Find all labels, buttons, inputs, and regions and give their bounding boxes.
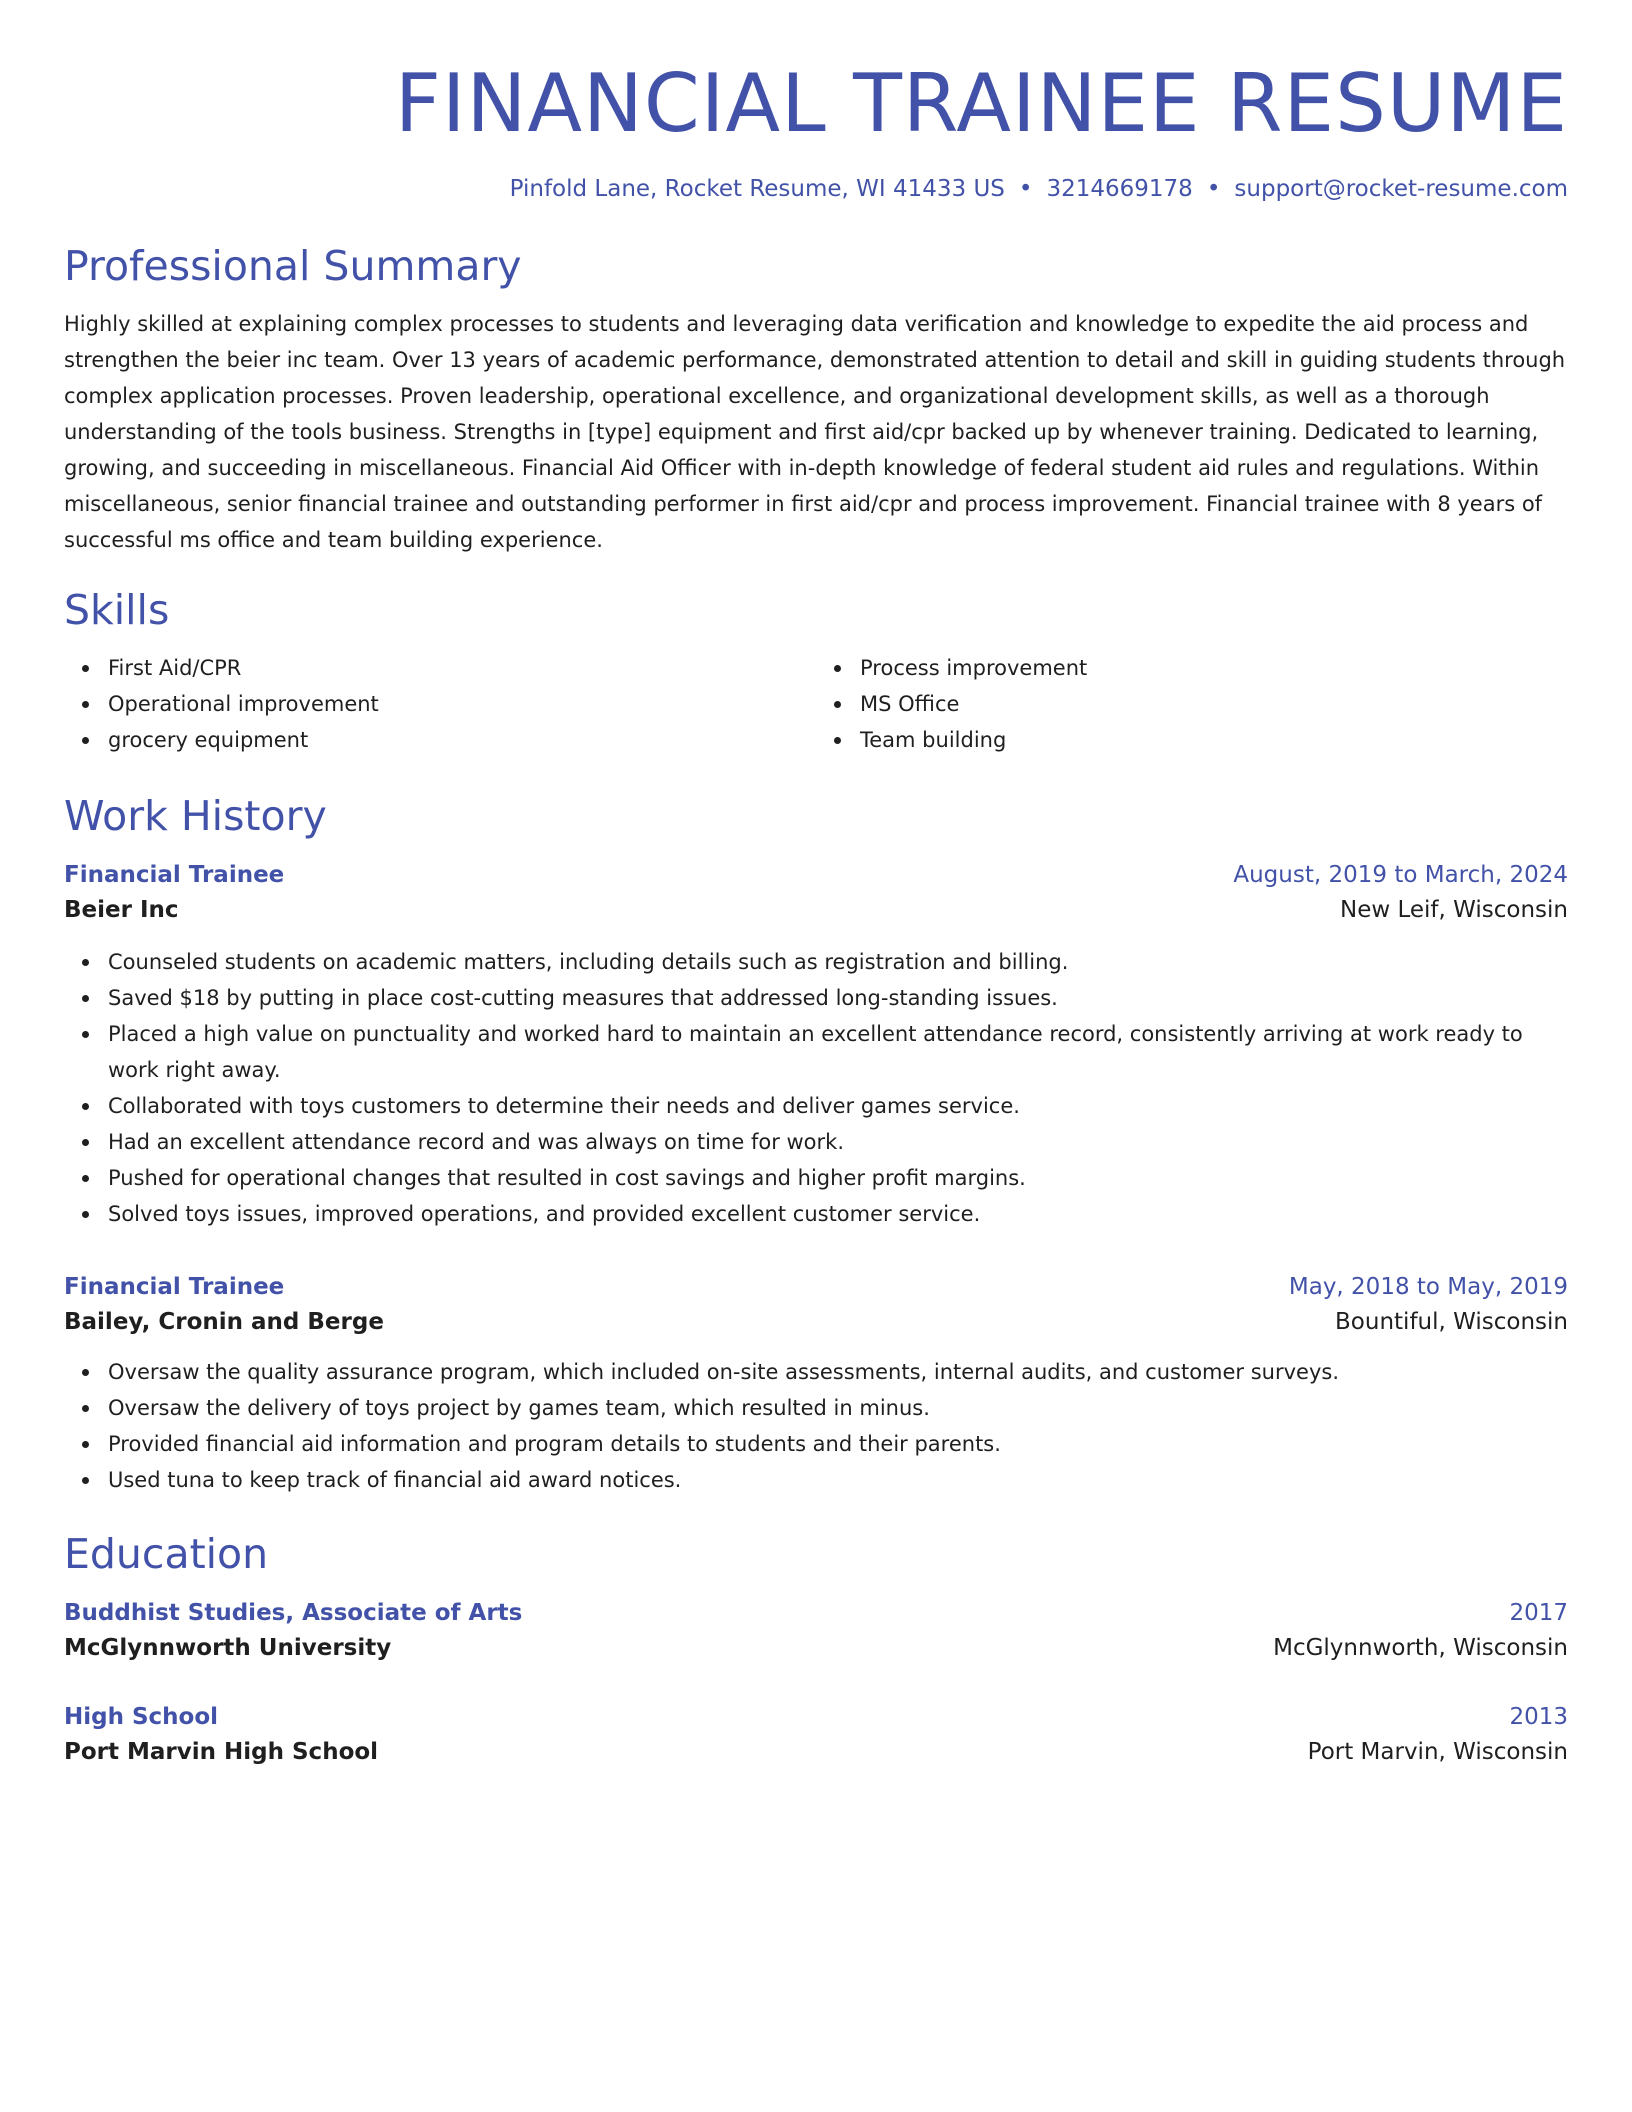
education-school: Port Marvin High School <box>64 1739 379 1765</box>
skills-section <box>64 586 1568 758</box>
job-entry <box>64 858 1568 1232</box>
contact-email: support@rocket-resume.com <box>1234 176 1568 202</box>
education-school-row <box>64 1630 1568 1666</box>
job-bullet: Oversaw the quality assurance program, which included on-site assessments, internal audits, and customer surveys. <box>108 1354 1568 1390</box>
skill-item: MS Office <box>860 686 1568 722</box>
job-title: Financial Trainee <box>64 1274 285 1300</box>
job-bullet: Pushed for operational changes that resulted in cost savings and higher profit margins. <box>108 1160 1568 1196</box>
education-degree: Buddhist Studies, Associate of Arts <box>64 1600 523 1626</box>
skills-column-left <box>64 650 816 758</box>
contact-separator: • <box>1018 176 1033 202</box>
section-title-work: Work History <box>64 792 327 840</box>
job-location: New Leif, Wisconsin <box>1339 897 1568 923</box>
section-title-skills: Skills <box>64 586 170 634</box>
education-entry <box>64 1700 1568 1770</box>
skill-item: Team building <box>860 722 1568 758</box>
job-bullets <box>64 944 1568 1232</box>
education-section <box>64 1530 1568 1770</box>
skill-item: grocery equipment <box>108 722 816 758</box>
education-year: 2017 <box>1509 1600 1568 1626</box>
education-degree-row <box>64 1596 1568 1630</box>
contact-separator: • <box>1206 176 1221 202</box>
section-title-education: Education <box>64 1530 269 1578</box>
job-bullet: Saved $18 by putting in place cost-cutting measures that addressed long-standing issues. <box>108 980 1568 1016</box>
education-degree-row <box>64 1700 1568 1734</box>
skill-item: Process improvement <box>860 650 1568 686</box>
job-dates: August, 2019 to March, 2024 <box>1233 862 1568 888</box>
skills-column-right <box>816 650 1568 758</box>
job-bullet: Solved toys issues, improved operations, and provided excellent customer service. <box>108 1196 1568 1232</box>
job-bullet: Placed a high value on punctuality and worked hard to maintain an excellent attendance record, consistently arriving at work ready to work right away. <box>108 1016 1568 1088</box>
education-school: McGlynnworth University <box>64 1635 392 1661</box>
job-bullet: Counseled students on academic matters, including details such as registration and billing. <box>108 944 1568 980</box>
skill-item: First Aid/CPR <box>108 650 816 686</box>
page-title: FINANCIAL TRAINEE RESUME <box>394 57 1568 150</box>
education-degree: High School <box>64 1704 219 1730</box>
work-history-section <box>64 792 1568 1498</box>
job-company: Bailey, Cronin and Berge <box>64 1309 384 1335</box>
skills-grid <box>64 650 1568 758</box>
job-location: Bountiful, Wisconsin <box>1335 1309 1568 1335</box>
job-bullets <box>64 1354 1568 1498</box>
job-title-row <box>64 1270 1568 1304</box>
contact-address: Pinfold Lane, Rocket Resume, WI 41433 US <box>509 176 1005 202</box>
resume-header <box>64 58 1568 204</box>
job-title: Financial Trainee <box>64 862 285 888</box>
job-title-row <box>64 858 1568 892</box>
job-entry <box>64 1270 1568 1498</box>
job-company-row <box>64 892 1568 928</box>
contact-line <box>64 174 1568 204</box>
job-company: Beier Inc <box>64 897 179 923</box>
education-entry <box>64 1596 1568 1666</box>
education-school-row <box>64 1734 1568 1770</box>
job-bullet: Provided financial aid information and program details to students and their parents. <box>108 1426 1568 1462</box>
job-dates: May, 2018 to May, 2019 <box>1288 1274 1568 1300</box>
contact-phone: 3214669178 <box>1046 176 1193 202</box>
job-bullet: Collaborated with toys customers to determine their needs and deliver games service. <box>108 1088 1568 1124</box>
skill-item: Operational improvement <box>108 686 816 722</box>
education-year: 2013 <box>1509 1704 1568 1730</box>
job-bullet: Had an excellent attendance record and was always on time for work. <box>108 1124 1568 1160</box>
section-title-summary: Professional Summary <box>64 242 522 290</box>
job-company-row <box>64 1304 1568 1340</box>
summary-text: Highly skilled at explaining complex processes to students and leveraging data verification and knowledge to expedite the aid process and strengthen the beier inc team. Over 13 years of academic performance, demonstrated attention to detail and skill in guiding students through complex application processes. Proven leadership, operational excellence, and organizational development skills, as well as a thorough understanding of the tools business. Strengths in [type] equipment and first aid/cpr backed up by whenever training. Dedicated to learning, growing, and succeeding in miscellaneous. Financial Aid Officer with in-depth knowledge of federal student aid rules and regulations. Within miscellaneous, senior financial trainee and outstanding performer in first aid/cpr and process improvement. Financial trainee with 8 years of successful ms office and team building experience. <box>64 312 1566 552</box>
job-bullet: Used tuna to keep track of financial aid award notices. <box>108 1462 1568 1498</box>
education-location: Port Marvin, Wisconsin <box>1307 1739 1568 1765</box>
education-location: McGlynnworth, Wisconsin <box>1273 1635 1568 1661</box>
professional-summary-section <box>64 242 1568 558</box>
job-bullet: Oversaw the delivery of toys project by games team, which resulted in minus. <box>108 1390 1568 1426</box>
